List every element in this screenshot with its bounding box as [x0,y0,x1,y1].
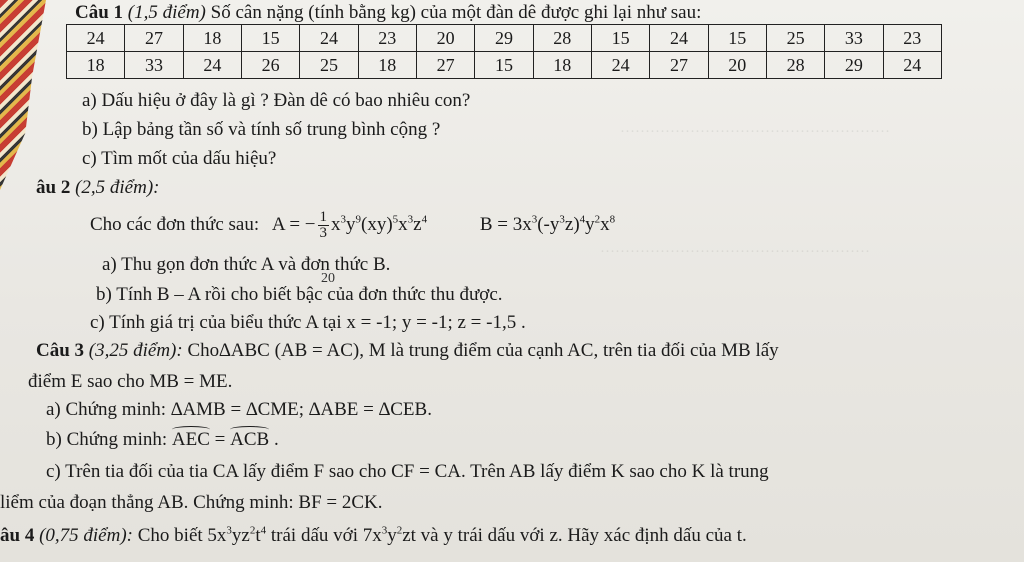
q4-text: âu 4 (0,75 điểm): Cho biết $5x^3yz^2t^4$ trái dấu với $7x^3y^2zt$ và y trái dấu với z. Hãy xác định dấu của t. [0,524,747,546]
q1-heading: Câu 1 (1,5 điểm) Số cân nặng (tính bằng kg) của một đàn dê được ghi lại như sau: [75,2,702,23]
q3-part-c: c) Trên tia đối của tia CA lấy điểm F sao cho CF = CA. Trên AB lấy điểm K sao cho K là trung [46,461,769,482]
q2-heading: âu 2 (2,5 điểm): [36,177,160,198]
q3-part-c-continued: liểm của đoạn thẳng AB. Chứng minh: BF = 2CK. [0,492,383,513]
q2-part-b: b) Tính B – A rồi cho biết bậc của đơn thức thu được. [96,284,503,305]
table-row: 18 33 24 26 25 18 27 15 18 24 27 20 28 29 24 [67,52,942,79]
expression-a: A = − $\frac{1}{3}$ $x^3y^9(xy)^5x^3z^4$ [271,209,428,242]
handwritten-mark: 20 [321,271,335,286]
expression-b: $B = 3x^3(-y^3z)^4y^2x^8$ [479,213,616,235]
q2-part-a: a) Thu gọn đơn thức A và đơn thức B. [102,254,391,275]
q2-monomials [90,205,615,245]
q1-part-b: b) Lập bảng tần số và tính số trung bình cộng ? [82,119,441,140]
angle-aec: AEC [171,429,210,450]
q1-part-c: c) Tìm mốt của dấu hiệu? [82,148,277,169]
table-row: 24 27 18 15 24 23 20 29 28 15 24 15 25 33 23 [67,25,942,52]
show-through-text: ……………………………………………… [620,120,890,136]
fabric-edge [0,0,46,190]
q1-part-a: a) Dấu hiệu ở đây là gì ? Đàn dê có bao nhiêu con? [82,90,471,111]
q3-part-b: b) Chứng minh: AEC = ACB . [46,429,279,450]
q3-part-a: a) Chứng minh: ∆AMB = ∆CME; ∆ABE = ∆CEB. [46,399,432,420]
q3-heading: Câu 3 (3,25 điểm): Cho∆ABC (AB = AC), M là trung điểm của cạnh AC, trên tia đối của MB lấy [36,340,779,361]
q2-part-c: c) Tính giá trị của biểu thức A tại x = -1; y = -1; z = -1,5 . [90,312,526,333]
q2-intro: Cho các đơn thức sau: [90,214,260,235]
show-through-text: ……………………………………………… [600,240,870,256]
fraction: $\frac{1}{3}$ [319,209,327,242]
weight-table [66,24,942,79]
angle-acb: ACB [230,429,270,450]
q3-intro-continued: điểm E sao cho MB = ME. [28,371,233,392]
